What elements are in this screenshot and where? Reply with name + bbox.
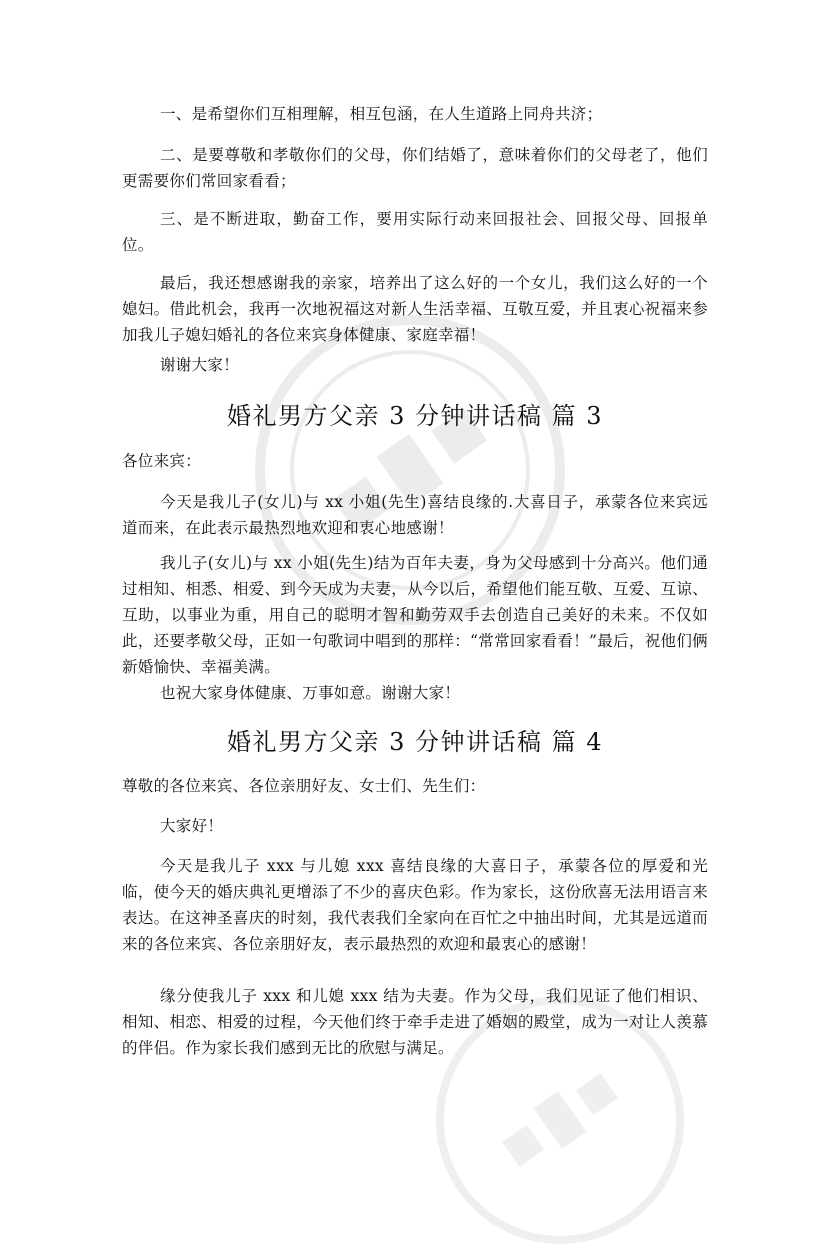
paragraph-closing-thanks: 最后，我还想感谢我的亲家，培养出了这么好的一个女儿，我们这么好的一个媳妇。借此机会，我再一次地祝福这对新人生活幸福、互敬互爱，并且衷心祝福来参加我儿子媳妇婚礼的各位来宾身体健康、家庭幸福！ <box>122 274 708 344</box>
section-3-paragraph-3: 也祝大家身体健康、万事如意。谢谢大家！ <box>160 684 461 702</box>
section-3-paragraph-1: 今天是我儿子(女儿)与 xx 小姐(先生)喜结良缘的.大喜日子，承蒙各位来宾远道而来，在此表示最热烈地欢迎和衷心地感谢！ <box>122 493 708 537</box>
section-4-title: 婚礼男方父亲 3 分钟讲话稿 篇 4 <box>226 728 604 756</box>
section-4-paragraph-1: 大家好！ <box>160 817 224 835</box>
section-3-paragraph-2: 我儿子(女儿)与 xx 小姐(先生)结为百年夫妻，身为父母感到十分高兴。他们通过相知、相悉、相爱、到今天成为夫妻，从今以后，希望他们能互敬、互爱、互谅、互助，以事业为重，用自己的聪明才智和勤劳双手去创造自己美好的未来。不仅如此，还要孝敬父母，正如一句歌词中唱到的那样：“常常回家看看！”最后，祝他们俩新婚愉快、幸福美满。 <box>122 554 708 676</box>
paragraph-wish-2: 二、是要尊敬和孝敬你们的父母，你们结婚了，意味着你们的父母老了，他们更需要你们常回家看看； <box>122 146 708 190</box>
section-4-salutation: 尊敬的各位来宾、各位亲朋好友、女士们、先生们： <box>122 777 486 795</box>
paragraph-wish-3: 三、是不断进取，勤奋工作，要用实际行动来回报社会、回报父母、回报单位。 <box>122 210 708 254</box>
section-3-salutation: 各位来宾： <box>122 452 202 470</box>
paragraph-wish-1: 一、是希望你们互相理解，相互包涵，在人生道路上同舟共济； <box>160 105 603 123</box>
section-4-paragraph-2: 今天是我儿子 xxx 与儿媳 xxx 喜结良缘的大喜日子，承蒙各位的厚爱和光临，使今天的婚庆典礼更增添了不少的喜庆色彩。作为家长，这份欣喜无法用语言来表达。在这神圣喜庆的时刻，我代表我们全家向在百忙之中抽出时间，尤其是远道而来的各位来宾、各位亲朋好友，表示最热烈的欢迎和最衷心的感谢！ <box>122 857 708 953</box>
section-4-paragraph-3: 缘分使我儿子 xxx 和儿媳 xxx 结为夫妻。作为父母，我们见证了他们相识、相知、相恋、相爱的过程，今天他们终于牵手走进了婚姻的殿堂，成为一对让人羡慕的伴侣。作为家长我们感到无比的欣慰与满足。 <box>122 987 708 1057</box>
paragraph-thank-you: 谢谢大家！ <box>160 356 240 374</box>
section-3-title: 婚礼男方父亲 3 分钟讲话稿 篇 3 <box>226 402 604 430</box>
